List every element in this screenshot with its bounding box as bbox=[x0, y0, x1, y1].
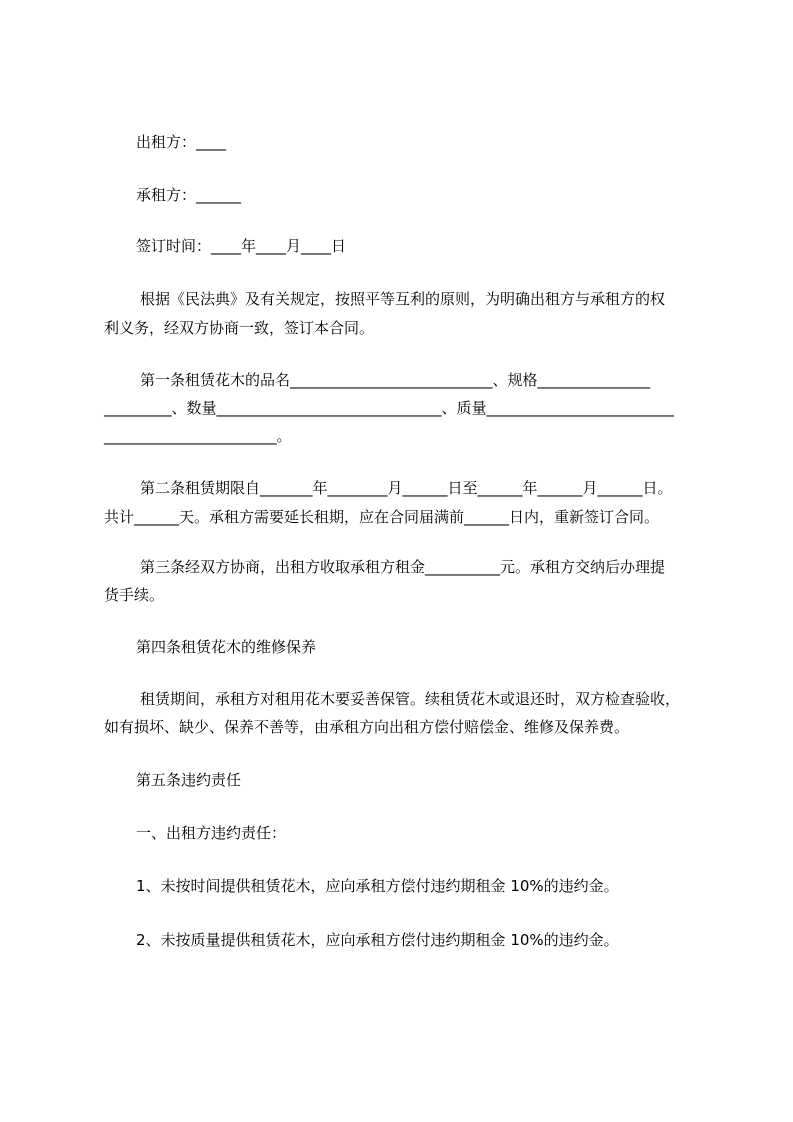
liability-item-2: 2、未按质量提供租赁花木，应向承租方偿付违约期租金 10%的违约金。 bbox=[136, 931, 619, 949]
article-2-line-1: 第二条租赁期限自_______年________月______日至______年______月______日。 bbox=[140, 479, 673, 497]
article-2-line-2: 共计______天。承租方需要延长租期，应在合同届满前______日内，重新签订合同。 bbox=[104, 508, 660, 526]
preamble-line-1: 根据《民法典》及有关规定，按照平等互利的原则，为明确出租方与承租方的权 bbox=[140, 290, 666, 308]
preamble-line-2: 利义务，经双方协商一致，签订本合同。 bbox=[104, 319, 375, 337]
article-4-line-1: 租赁期间，承租方对租用花木要妥善保管。续租赁花木或退还时，双方检查验收， bbox=[140, 690, 681, 708]
article-3-line-1: 第三条经双方协商，出租方收取承租方租金__________元。承租方交纳后办理提 bbox=[140, 558, 666, 576]
lessee-line: 承租方：______ bbox=[136, 186, 242, 204]
lessor-line: 出租方：____ bbox=[136, 133, 227, 151]
lessor-liability-heading: 一、出租方违约责任： bbox=[136, 824, 287, 842]
article-1-line-3: _______________________。 bbox=[104, 427, 292, 445]
article-1-line-1: 第一条租赁花木的品名___________________________、规格_______________ bbox=[140, 371, 651, 389]
article-1-line-2: _________、数量______________________________、质量_________________________ bbox=[104, 399, 675, 417]
liability-item-1: 1、未按时间提供租赁花木，应向承租方偿付违约期租金 10%的违约金。 bbox=[136, 877, 619, 895]
article-4-line-2: 如有损坏、缺少、保养不善等，由承租方向出租方偿付赔偿金、维修及保养费。 bbox=[104, 718, 630, 736]
article-4-heading: 第四条租赁花木的维修保养 bbox=[136, 638, 317, 656]
signing-date-line: 签订时间：____年____月____日 bbox=[136, 237, 347, 255]
article-3-line-2: 货手续。 bbox=[104, 586, 165, 604]
article-5-heading: 第五条违约责任 bbox=[136, 771, 242, 789]
